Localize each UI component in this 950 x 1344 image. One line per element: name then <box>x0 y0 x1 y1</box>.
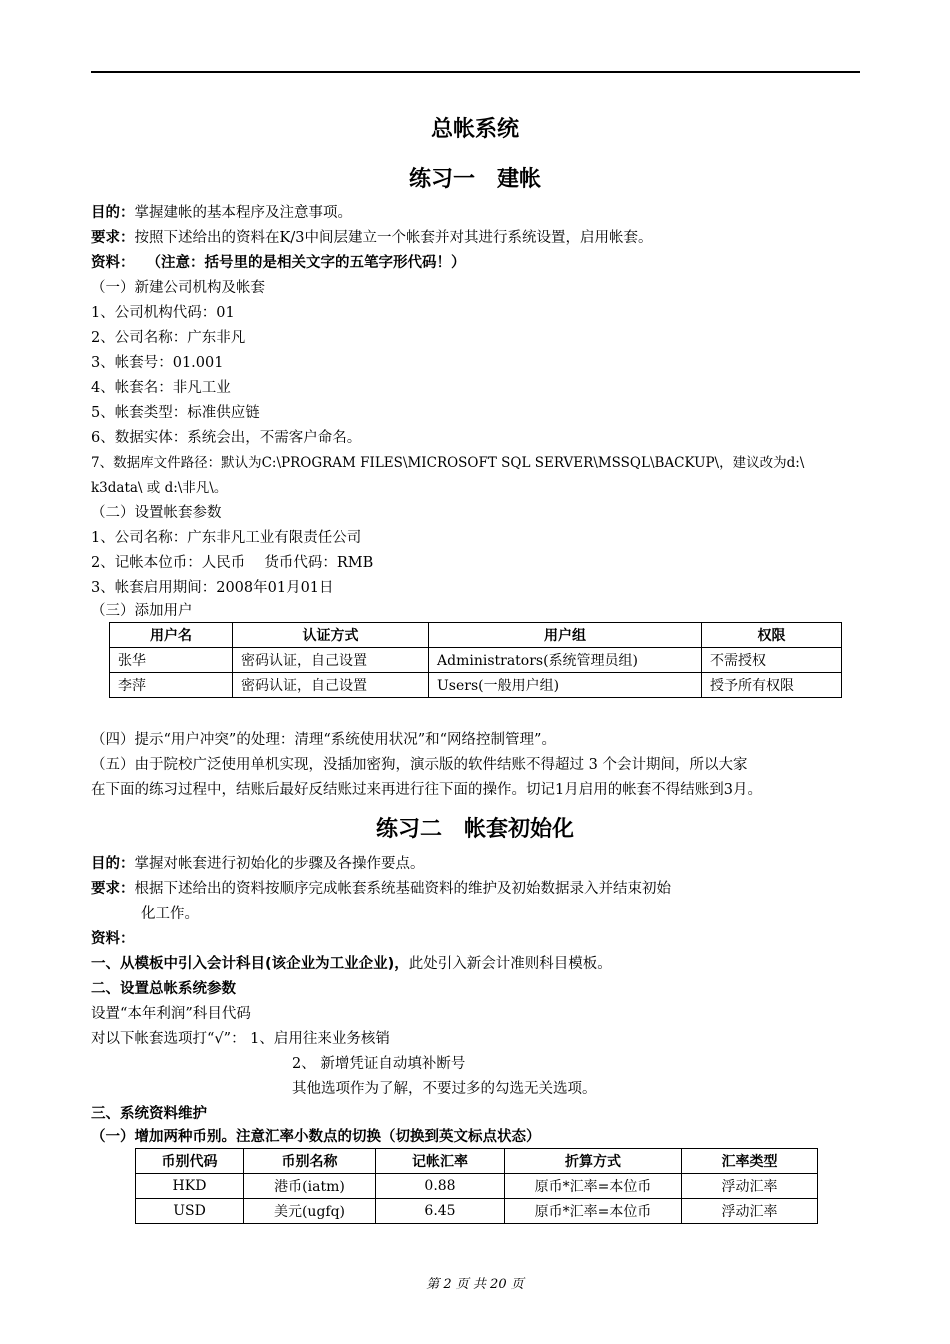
purpose-label: 目的： <box>91 205 135 221</box>
ex1-data-heading <box>91 253 466 273</box>
exercise2-title: 练习二 帐套初始化 <box>375 817 574 842</box>
table-cell: 0.88 <box>376 1174 505 1199</box>
table-cell: 原币*汇率=本位币 <box>505 1174 682 1199</box>
ex2-requirement-cont: 化工作。 <box>141 906 199 922</box>
list-item: 6、数据实体：系统会出，不需客户命名。 <box>91 430 362 446</box>
table-cell: 港币(iatm) <box>244 1174 376 1199</box>
currency-table <box>135 1148 818 1224</box>
table-cell: USD <box>136 1199 244 1224</box>
data-label: 资料： <box>91 255 135 271</box>
purpose-text: 掌握建帐的基本程序及注意事项。 <box>134 205 352 221</box>
ex2-purpose <box>91 854 425 874</box>
require-label: 要求： <box>91 230 135 246</box>
list-item: 7、数据库文件路径：默认为C:\PROGRAM FILES\MICROSOFT SQL SERVER\MSSQL\BACKUP\，建议改为d:\ <box>91 455 805 471</box>
table-cell: 原币*汇率=本位币 <box>505 1199 682 1224</box>
table-header: 权限 <box>702 623 842 648</box>
purpose-label: 目的： <box>91 856 135 872</box>
require-text: 按照下述给出的资料在K/3中间层建立一个帐套并对其进行系统设置，启用帐套。 <box>134 230 653 246</box>
ex1-purpose <box>91 203 352 223</box>
list-item: 1、公司名称：广东非凡工业有限责任公司 <box>91 530 362 546</box>
table-header: 用户名 <box>110 623 233 648</box>
section-heading: （二）设置帐套参数 <box>91 505 222 521</box>
table-header: 折算方式 <box>505 1149 682 1174</box>
table-cell: 不需授权 <box>702 648 842 673</box>
list-item: 2、公司名称：广东非凡 <box>91 330 246 346</box>
ex1-requirement <box>91 228 652 248</box>
purpose-text: 掌握对帐套进行初始化的步骤及各操作要点。 <box>134 856 425 872</box>
section-note: （五）由于院校广泛使用单机实现，没插加密狗，演示版的软件结账不得超过 3 个会计期间，所以大家 <box>91 757 748 773</box>
table-header: 认证方式 <box>233 623 429 648</box>
table-header-row <box>110 623 842 648</box>
step1-rest: 此处引入新会计准则科目模板。 <box>408 956 612 972</box>
section-heading: （一）新建公司机构及帐套 <box>91 280 265 296</box>
list-item: 3、帐套号：01.001 <box>91 355 224 371</box>
ex2-requirement <box>91 879 671 899</box>
ex2-data-label: 资料： <box>91 931 135 947</box>
table-cell: 密码认证，自己设置 <box>233 648 429 673</box>
table-row <box>136 1199 818 1224</box>
table-header: 汇率类型 <box>682 1149 818 1174</box>
list-item: 2、记帐本位币：人民币 货币代码：RMB <box>91 555 374 571</box>
table-header: 币别代码 <box>136 1149 244 1174</box>
table-row <box>110 648 842 673</box>
table-cell: 李萍 <box>110 673 233 698</box>
list-item: 5、帐套类型：标准供应链 <box>91 405 260 421</box>
section-note: （四）提示“用户冲突”的处理：清理“系统使用状况”和“网络控制管理”。 <box>91 732 556 748</box>
table-cell: 授予所有权限 <box>702 673 842 698</box>
step-text: 设置“本年利润”科目代码 <box>91 1006 251 1022</box>
table-cell: 浮动汇率 <box>682 1199 818 1224</box>
table-cell: 浮动汇率 <box>682 1174 818 1199</box>
step-text: 其他选项作为了解，不要过多的勾选无关选项。 <box>292 1081 597 1097</box>
table-cell: Users(一般用户组) <box>429 673 702 698</box>
table-cell: Administrators(系统管理员组) <box>429 648 702 673</box>
table-header: 记帐汇率 <box>376 1149 505 1174</box>
step-subheading: （一）增加两种币别。注意汇率小数点的切换（切换到英文标点状态） <box>91 1129 541 1145</box>
list-item: 3、帐套启用期间：2008年01月01日 <box>91 580 334 596</box>
table-header: 用户组 <box>429 623 702 648</box>
table-row <box>110 673 842 698</box>
users-table <box>109 622 842 698</box>
step-text: 对以下帐套选项打“√”： 1、启用往来业务核销 <box>91 1031 390 1047</box>
list-item: k3data\ 或 d:\非凡\。 <box>91 480 228 496</box>
list-item: 1、公司机构代码：01 <box>91 305 235 321</box>
step-text: 2、 新增凭证自动填补断号 <box>292 1056 466 1072</box>
table-header: 币别名称 <box>244 1149 376 1174</box>
table-row <box>136 1174 818 1199</box>
exercise1-title: 练习一 建帐 <box>408 167 541 192</box>
step-heading: 二、设置总帐系统参数 <box>91 981 236 997</box>
table-cell: 美元(ugfq) <box>244 1199 376 1224</box>
table-cell: 密码认证，自己设置 <box>233 673 429 698</box>
require-label: 要求： <box>91 881 135 897</box>
section-note: 在下面的练习过程中，结账后最好反结账过来再进行往下面的操作。切记1月启用的帐套不得结账到3月。 <box>91 782 762 798</box>
require-text: 根据下述给出的资料按顺序完成帐套系统基础资料的维护及初始数据录入并结束初始 <box>134 881 671 897</box>
header-rule <box>91 71 860 73</box>
step-heading <box>91 954 612 974</box>
page-footer: 第 2 页 共 20 页 <box>426 1277 524 1292</box>
step1-bold: 一、从模板中引入会计科目(该企业为工业企业)， <box>91 956 409 972</box>
section-heading: （三）添加用户 <box>91 603 193 619</box>
table-cell: 张华 <box>110 648 233 673</box>
table-cell: 6.45 <box>376 1199 505 1224</box>
table-header-row <box>136 1149 818 1174</box>
list-item: 4、帐套名：非凡工业 <box>91 380 231 396</box>
data-note: （注意：括号里的是相关文字的五笔字形代码！） <box>146 255 466 271</box>
table-cell: HKD <box>136 1174 244 1199</box>
main-title: 总帐系统 <box>430 117 519 142</box>
step-heading: 三、系统资料维护 <box>91 1106 207 1122</box>
